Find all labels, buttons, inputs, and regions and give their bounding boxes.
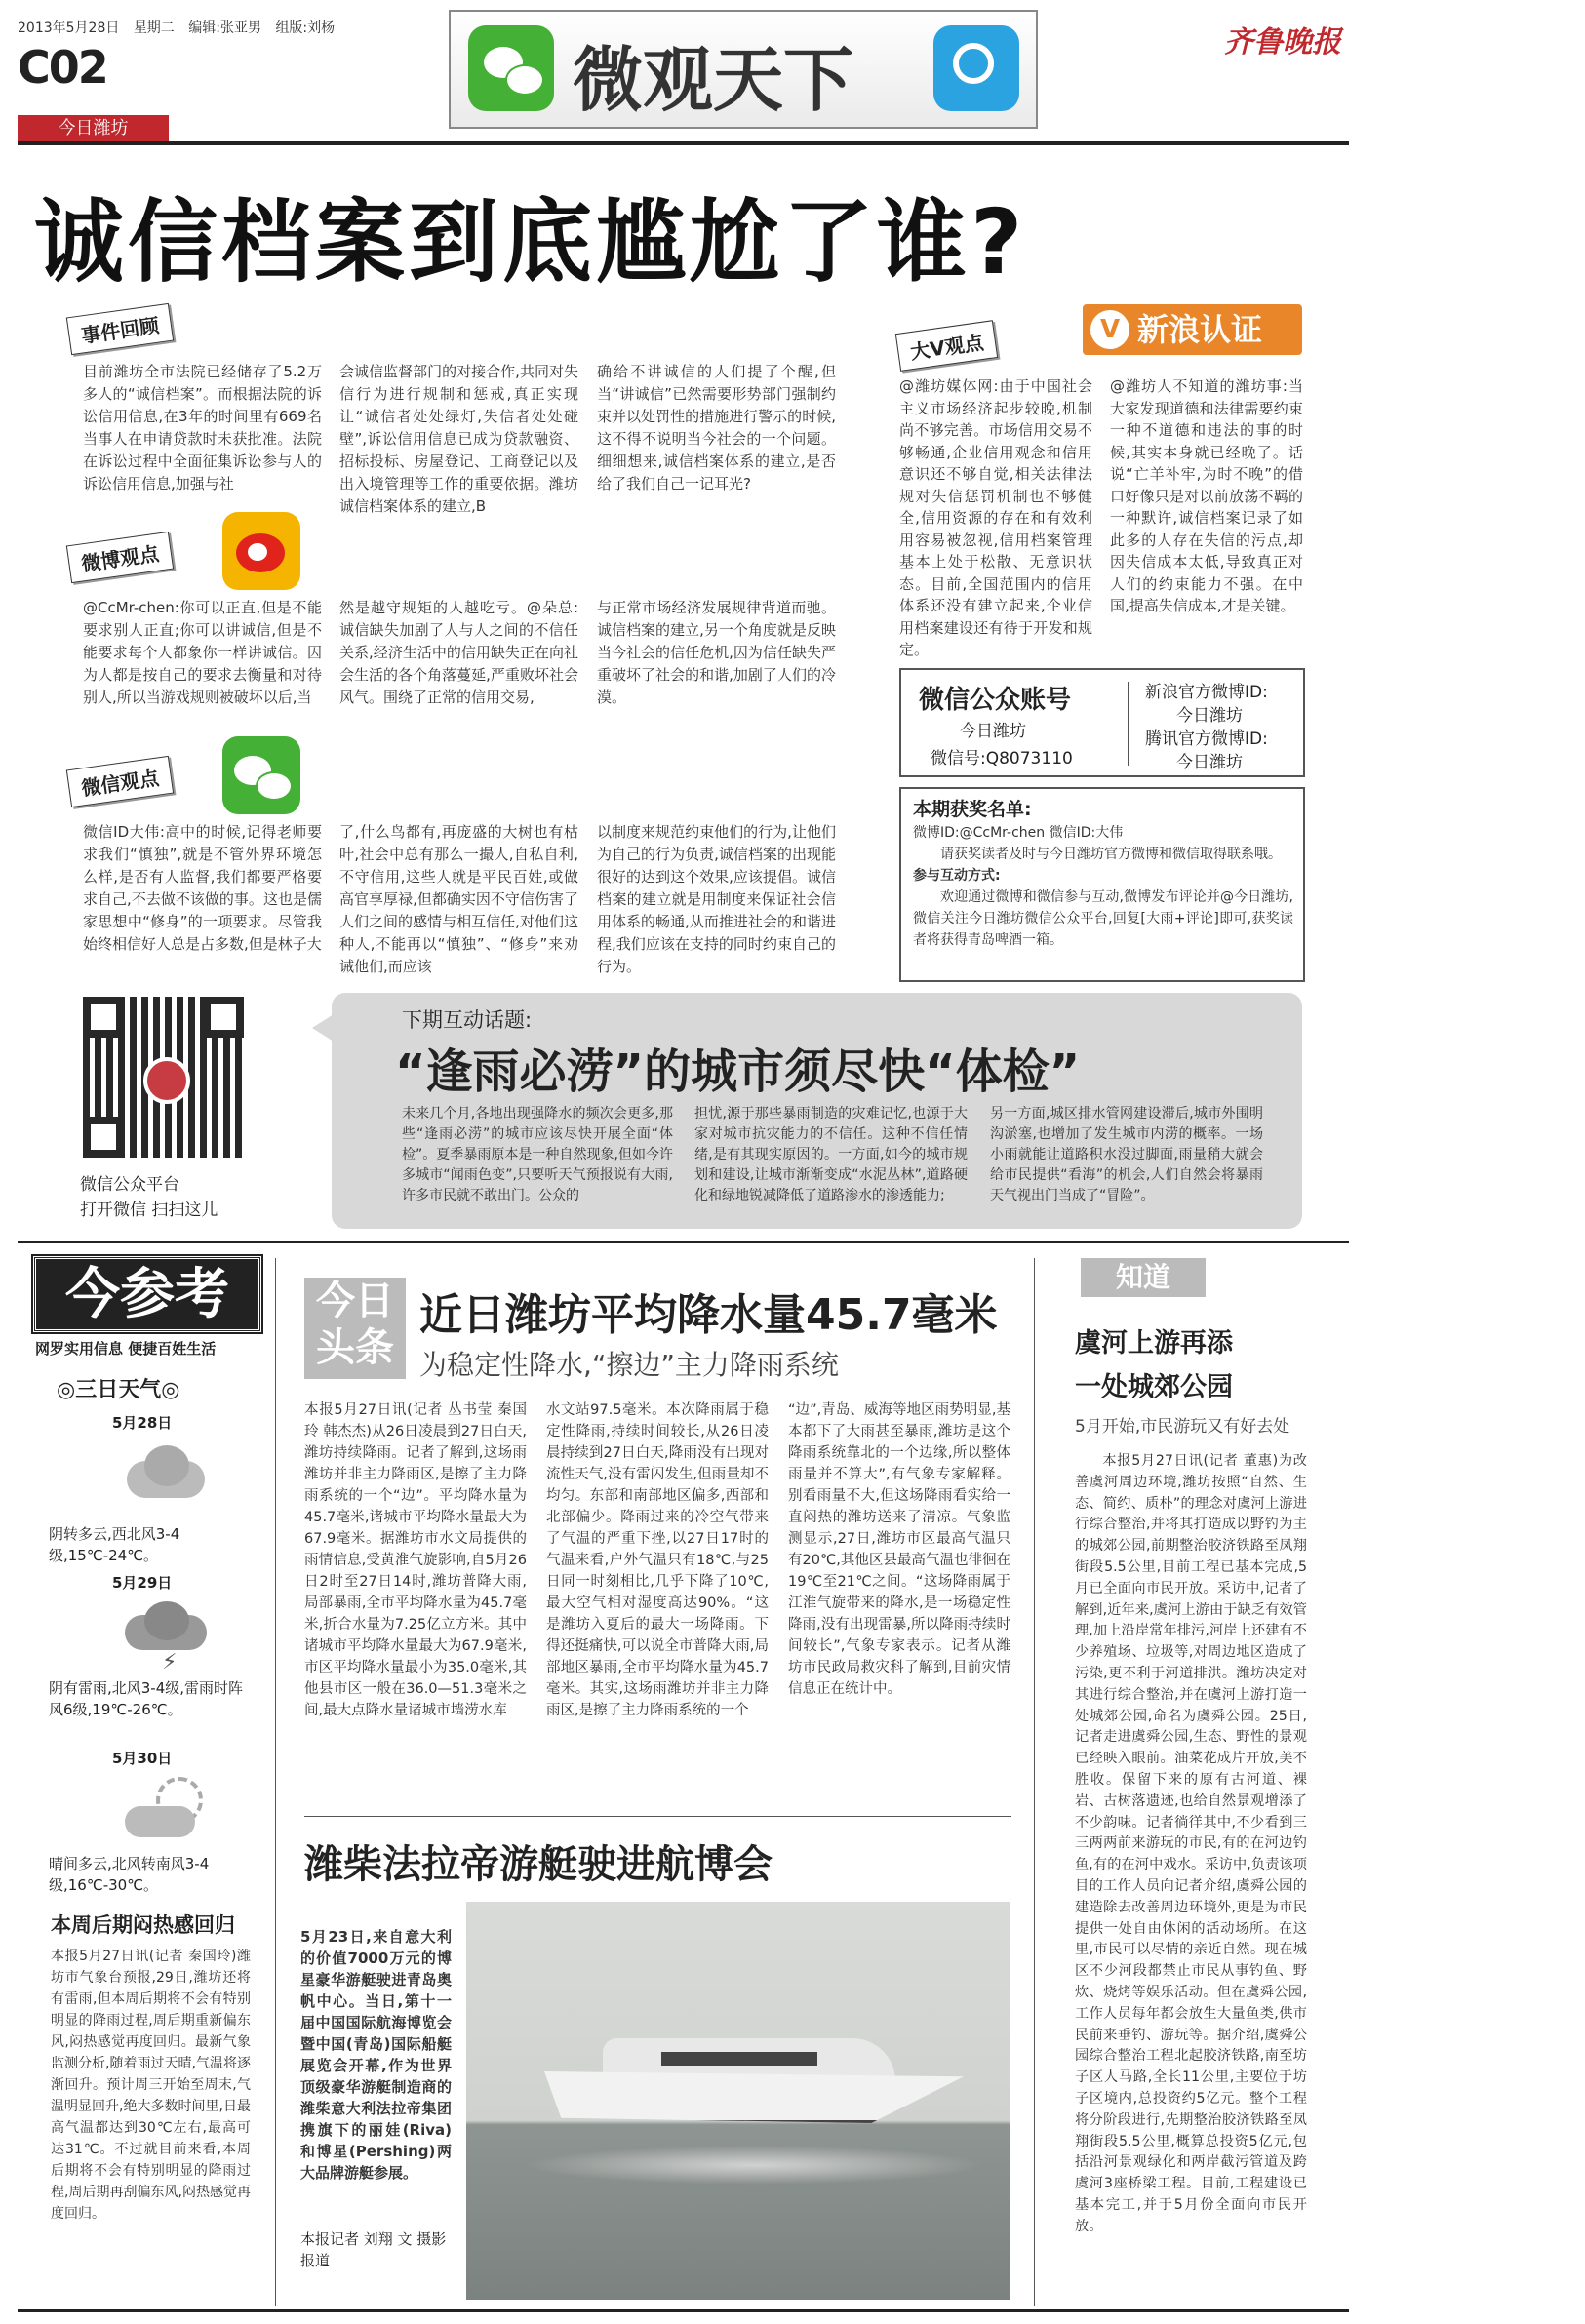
zhidao-title-1: 虞河上游再添 [1075, 1328, 1233, 1359]
tencent-account-name: 今日潍坊 [1176, 753, 1243, 772]
tag-event: 事件回顾 [66, 303, 174, 355]
qr-caption-1: 微信公众平台 [80, 1175, 179, 1195]
sina-verified-label: 新浪认证 [1137, 311, 1263, 348]
weather-day-2-desc: 阴有雷雨,北风3-4级,雷雨时阵风6级,19℃-26℃。 [49, 1679, 244, 1718]
section-label: 今日潍坊 [18, 115, 169, 142]
weixin-col-3: 以制度来规范约束他们的行为,让他们为自己的行为负责,诚信档案的出现能很好的达到这个效果,应该提倡。诚信档案的建立就是用制度来保证社会信用体系的畅通,从而推进社会的和谐进程,我们应该在支持的同时约束自己的行为。 [597, 823, 836, 975]
weather-day-3-date: 5月30日 [112, 1750, 173, 1767]
headline-badge-line-2: 头条 [316, 1325, 394, 1370]
header-rule [18, 141, 1349, 145]
editor: 编辑:张亚男 [188, 20, 261, 36]
wechat-logo-icon [468, 25, 554, 111]
weather-day-3-desc: 晴间多云,北风转南风3-4级,16℃-30℃。 [49, 1855, 210, 1894]
weather-day-2-date: 5月29日 [112, 1574, 173, 1592]
winners-line-2: 请获奖读者及时与今日潍坊官方微博和微信取得联系哦。 [940, 847, 1282, 862]
qr-caption-2: 打开微信 扫扫这儿 [80, 1201, 218, 1220]
dav-col-2: @潍坊人不知道的潍坊事:当大家发现道德和法律需要约束一种不道德和违法的事的时候,其实本身就已经晚了。话说“亡羊补牢,为时不晚”的借口好像只是对以前放荡不羁的一种默许,诚信档案记录了如此多的人存在失信的污点,却因失信成本太低,导致真正对人们的约束能力不强。在中国,提高失信成本,才是关键。 [1110, 377, 1303, 614]
weather-title: ◎三日天气◎ [57, 1378, 180, 1402]
yacht-body: 5月23日,来自意大利的价值7000万元的博星豪华游艇驶进青岛奥帆中心。当日,第十一届中国国际航海博览会暨中国(青岛)国际船艇展览会开幕,作为世界顶级豪华游艇制造商的潍柴意大利法拉帝集团携旗下的丽娃(Riva)和博星(Pershing)两大品牌游艇参展。 [300, 1928, 452, 2182]
next-topic-title: “逢雨必涝”的城市须尽快“体检” [395, 1044, 1081, 1099]
wechat-icon [222, 736, 300, 814]
event-col-1: 目前潍坊全市法院已经储存了5.2万多人的“诚信档案”。而根据法院的诉讼信用信息,在3年的时间里有669名当事人在申请贷款时未获批准。法院在诉讼过程中全面征集诉讼参与人的诉讼信用信息,加强与社 [83, 363, 322, 492]
rain-col-2: 水文站97.5毫米。本次降雨属于稳定性降雨,持续时间较长,从26日凌晨持续到27日白天,降雨没有出现对流性天气,没有雷闪发生,但雨量却不均匀。东部和南部地区偏多,西部和北部偏少。降雨过来的冷空气带来了气温的严重下挫,以27日17时的气温来看,户外气温只有18℃,与25日同一时刻相比,几乎下降了10℃,最大空气相对湿度高达90%。“这是潍坊入夏后的最大一场降雨。下得还挺痛快,可以说全市普降大雨,局部地区暴雨,全市平均降水量为45.7毫米。其实,这场雨潍坊并非主力降雨区,是擦了主力降雨系统的一个 [546, 1402, 769, 1718]
yacht-title: 潍柴法拉帝游艇驶进航博会 [304, 1842, 773, 1887]
event-col-3: 确给不讲诚信的人们提了个醒,但当“讲诚信”已然需要形势部门强制约束并以处罚性的措施进行警示的时候,这不得不说明当今社会的一个问题。细细想来,诚信档案体系的建立,是否给了我们自己一记耳光? [597, 363, 836, 492]
dav-col-1: @潍坊媒体网:由于中国社会主义市场经济起步较晚,机制尚不够完善。市场信用交易不够畅通,企业信用观念和信用意识还不够自觉,相关法律法规对失信惩罚机制也不够健全,信用资源的存在和有效利用容易被忽视,信用档案管理基本上处于松散、无意识状态。目前,全国范围内的信用体系还没有建立起来,企业信用档案建设还有待于开发和规定。 [899, 377, 1092, 658]
date: 2013年5月28日 [18, 20, 120, 36]
weibo-col-3: 与正常市场经济发展规律背道而驰。诚信档案的建立,另一个角度就是反映当今社会的信任危机,因为信任缺失严重破坏了社会的和谐,加剧了人们的冷漠。 [597, 599, 836, 706]
weekly-weather-title: 本周后期闷热感回归 [51, 1913, 235, 1937]
rain-col-1: 本报5月27日讯(记者 丛书莹 秦国玲 韩杰杰)从26日凌晨到27日白天,潍坊持续降雨。记者了解到,这场雨潍坊并非主力降雨区,是擦了主力降雨系统的一个“边”。平均降水量为45.7毫米,诸城市平均降水量最大为67.9毫米。据潍坊市水文局提供的雨情信息,受黄淮气旋影响,自5月26日2时至27日14时,潍坊普降大雨,局部暴雨,全市平均降水量为45.7毫米,折合水量为7.25亿立方米。其中诸城市平均降水量最大为67.9毫米,市区平均降水量最小为35.0毫米,其他县市区一般在36.0—51.3毫米之间,最大点降水量诸城市墙涝水库 [304, 1402, 527, 1718]
yacht-photo [466, 1902, 1010, 2300]
jincankao-title: 今参考 [33, 1256, 261, 1332]
weixin-col-1: 微信ID大伟:高中的时候,记得老师要求我们“慎独”,就是不管外界环境怎么样,是否有人监督,我们都要严格要求自己,不去做不该做的事。这也是儒家思想中“修身”的一项要求。尽管我始终相信好人总是占多数,但是林子大 [83, 823, 322, 953]
yacht-credit: 本报记者 刘翔 文 摄影报道 [300, 2230, 447, 2269]
qr-code-icon [83, 997, 244, 1158]
masthead-box [449, 10, 1038, 129]
weekday: 星期二 [133, 20, 175, 36]
zhidao-tag: 知道 [1081, 1258, 1206, 1297]
sina-v-icon: V [1090, 310, 1129, 349]
rain-title: 近日潍坊平均降水量45.7毫米 [419, 1290, 998, 1340]
tag-dav: 大V观点 [895, 320, 999, 372]
section-divider [18, 1241, 1349, 1243]
rain-subtitle: 为稳定性降水,“擦边”主力降雨系统 [419, 1349, 839, 1381]
zhidao-body: 本报5月27日讯(记者 董惠)为改善虞河周边环境,潍坊按照“自然、生态、简约、质朴”的理念对虞河上游进行综合整治,并将其打造成以野钓为主的城郊公园,前期整治胶济铁路至凤翔街段5.5公里,目前工程已基本完成,5月已全面向市民开放。采访中,记者了解到,近年来,虞河上游由于缺乏有效管理,加上沿岸常年排污,河岸上还建有不少养殖场、垃圾等,对周边地区造成了污染,更不利于河道排洪。潍坊决定对其进行综合整治,并在虞河上游打造一处城郊公园,命名为虞舜公园。25日,记者走进虞舜公园,生态、野性的景观已经映入眼前。油菜花成片开放,美不胜收。保留下来的原有古河道、裸岩、古树落遗迹,也给自然景观增添了不少韵味。记者徜徉其中,不少看到三三两两前来游玩的市民,有的在河边钓鱼,有的在河中戏水。采访中,负责该项目的工作人员向记者介绍,虞舜公园的建造除去改善周边环境外,更是为市民提供一处自由休闲的活动场所。在这里,市民可以尽情的亲近自然。现在城区不少河段都禁止市民从事钓鱼、野炊、烧烤等娱乐活动。但在虞舜公园,工作人员每年都会放生大量鱼类,供市民前来垂钓、游玩等。据介绍,虞舜公园综合整治工程北起胶济铁路,南至坊子区人马路,全长11公里,主要位于坊子区境内,总投资约5亿元。整个工程将分阶段进行,先期整治胶济铁路至凤翔街段5.5公里,概算总投资5亿元,包括沿河景观绿化和两岸截污管道及跨虞河3座桥梁工程。目前,工程建设已基本完工,并于5月份全面向市民开放。 [1075, 1453, 1307, 2234]
weixin-account-title: 微信公众账号 [919, 686, 1072, 715]
cloudy-icon [117, 1441, 215, 1502]
sunny-cloudy-icon [117, 1777, 215, 1845]
winners-line-1: 微博ID:@CcMr-chen 微信ID:大伟 [913, 825, 1124, 841]
zhidao-subtitle: 5月开始,市民游玩又有好去处 [1075, 1417, 1290, 1437]
column-rule-left [275, 1258, 276, 2306]
accounts-box [899, 668, 1305, 777]
next-topic-col-3: 另一方面,城区排水管网建设滞后,城市外围明沟淤塞,也增加了发生城市内涝的概率。一场小雨就能让道路积水没过脚面,雨量稍大就会给市民提供“看海”的机会,人们自然会将暴雨天气视出门当成了“冒险”。 [990, 1106, 1263, 1203]
page-number: C02 [18, 41, 107, 94]
winners-title: 本期获奖名单: [913, 799, 1032, 820]
sina-weibo-icon [222, 512, 300, 590]
header-meta [18, 18, 335, 37]
next-topic-label: 下期互动话题: [402, 1008, 533, 1032]
weixin-col-2: 了,什么鸟都有,再庞盛的大树也有枯叶,社会中总有那么一撮人,自私自利,不守信用,这些人就是平民百姓,或做高官享厚禄,但都确实因不守信伤害了人们之间的感情与相互信任,对他们这种人,不能再以“慎独”、“修身”来劝诫他们,而应该 [339, 823, 578, 975]
weather-day-1-date: 5月28日 [112, 1414, 173, 1432]
weather-day-1-desc: 阴转多云,西北风3-4级,15℃-24℃。 [49, 1525, 180, 1564]
footer-rule [18, 2309, 1349, 2312]
next-topic-col-2: 担忧,源于那些暴雨制造的灾难记忆,也源于大家对城市抗灾能力的不信任。这种不信任情绪,是有其现实原因的。一方面,如今的城市规划和建设,让城市渐渐变成“水泥丛林”,道路硬化和绿地锐减降低了道路渗水的渗透能力; [694, 1106, 968, 1203]
tencent-weibo-logo-icon [933, 25, 1019, 111]
winners-box [899, 787, 1305, 982]
thunderstorm-icon: ⚡ [117, 1599, 215, 1675]
winners-how: 欢迎通过微博和微信参与互动,微博发布评论并@今日潍坊,微信关注今日潍坊微信公众平台,回复[大雨+评论]即可,获奖读者将获得青岛啤酒一箱。 [913, 889, 1293, 948]
sina-verified-badge [1083, 304, 1302, 355]
headline-badge-line-1: 今日 [316, 1279, 394, 1323]
rain-bottom-rule [304, 1816, 1011, 1817]
main-headline: 诚信档案到底尴尬了谁? [34, 190, 1027, 295]
tag-weibo: 微博观点 [66, 532, 174, 583]
weekly-weather-body: 本报5月27日讯(记者 秦国玲)潍坊市气象台预报,29日,潍坊还将有雷雨,但本周后期将不会有特别明显的降雨过程,周后期重新偏东风,闷热感觉再度回归。最新气象监测分析,随着雨过天晴,气温将逐渐回升。预计周三开始至周末,气温明显回升,绝大多数时间里,日最高气温都达到30℃左右,最高可达31℃。不过就目前来看,本周后期将不会有特别明显的降雨过程,周后期再刮偏东风,闷热感觉再度回归。 [51, 1949, 251, 2222]
layout-editor: 组版:刘杨 [275, 20, 336, 36]
weibo-col-1: @CcMr-chen:你可以正直,但是不能要求别人正直;你可以讲诚信,但是不能要求每个人都象你一样讲诚信。因为人都是按自己的要求去衡量和对待别人,所以当游戏规则被破坏以后,当 [83, 599, 322, 706]
weibo-col-2: 然是越守规矩的人越吃亏。@朵总:诚信缺失加剧了人与人之间的不信任关系,经济生活中的信用缺失正在向社会生活的各个角落蔓延,严重败坏社会风气。围绕了正常的信用交易, [339, 599, 578, 706]
paper-logo: 齐鲁晚报 [1224, 25, 1341, 59]
jincankao-subtitle: 网罗实用信息 便捷百姓生活 [35, 1340, 217, 1358]
sina-account-name: 今日潍坊 [1176, 706, 1243, 726]
winners-how-title: 参与互动方式: [913, 868, 1001, 884]
weixin-account-name: 今日潍坊 [960, 722, 1026, 741]
event-col-2: 会诚信监督部门的对接合作,共同对失信行为进行规制和惩戒,真正实现让“诚信者处处绿灯,失信者处处碰壁”,诉讼信用信息已成为贷款融资、招标投标、房屋登记、工商登记以及出入境管理等工作的重要依据。潍坊诚信档案体系的建立,B [339, 363, 578, 515]
headline-badge [304, 1278, 406, 1379]
sina-account-label: 新浪官方微博ID: [1145, 683, 1268, 702]
next-topic-col-1: 未来几个月,各地出现强降水的频次会更多,那些“逢雨必涝”的城市应该尽快开展全面“体检”。夏季暴雨原本是一种自然现象,但如今许多城市“闻雨色变”,只要听天气预报说有大雨,许多市民就不敢出门。公众的 [402, 1106, 673, 1203]
masthead-title: 微观天下 [573, 38, 854, 121]
column-rule-right [1034, 1258, 1035, 2306]
weixin-account-id: 微信号:Q8073110 [931, 749, 1073, 768]
zhidao-title-2: 一处城郊公园 [1075, 1372, 1233, 1402]
yacht-shape-icon [544, 2009, 964, 2126]
panel-pointer [312, 1014, 334, 1042]
rain-col-3: “边”,青岛、威海等地区雨势明显,基本都下了大雨甚至暴雨,潍坊是这个降雨系统靠北的一个边缘,所以整体雨量并不算大”,有气象专家解释。别看雨量不大,但这场降雨看实给一直闷热的潍坊送来了清凉。气象监测显示,27日,潍坊市区最高气温只有20℃,其他区县最高气温也徘徊在19℃至21℃之间。“这场降雨属于江淮气旋带来的降水,是一场稳定性降雨,没有出现雷暴,所以降雨持续时间较长”,气象专家表示。记者从潍坊市民政局救灾科了解到,目前灾情信息正在统计中。 [788, 1402, 1010, 1697]
tag-weixin: 微信观点 [66, 756, 174, 807]
winners-body [913, 822, 1293, 978]
tencent-account-label: 腾讯官方微博ID: [1145, 729, 1268, 749]
